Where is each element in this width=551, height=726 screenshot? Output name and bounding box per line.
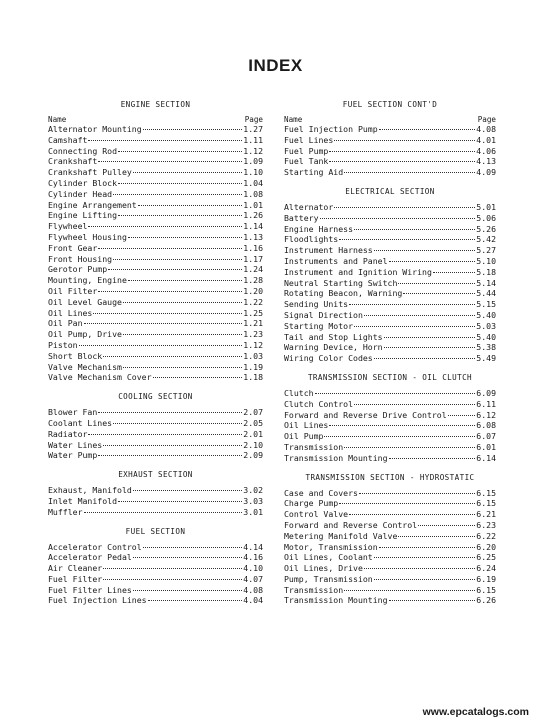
- entry-page: 3.03: [243, 495, 263, 506]
- entry-name: Forward and Reverse Drive Control: [284, 409, 447, 420]
- section-title: TRANSMISSION SECTION - OIL CLUTCH: [307, 372, 473, 382]
- entry-page: 1.17: [243, 253, 263, 264]
- entry-name: Wiring Color Codes: [284, 353, 373, 364]
- entry-page: 6.20: [476, 541, 496, 552]
- entry-name: Oil Lines, Coolant: [284, 552, 373, 563]
- entry-name: Camshaft: [48, 134, 88, 145]
- leader-dots: [103, 572, 242, 580]
- section-title: ELECTRICAL SECTION: [345, 186, 435, 196]
- leader-dots: [433, 265, 475, 273]
- entry-page: 6.09: [476, 387, 496, 398]
- entry-name: Clutch: [284, 387, 314, 398]
- leader-dots: [143, 122, 243, 130]
- index-entry: [48, 372, 263, 383]
- leader-dots: [374, 572, 476, 580]
- entry-page: 1.24: [243, 264, 263, 275]
- entry-name: Fuel Filter Lines: [48, 584, 132, 595]
- entry-name: Blower Fan: [48, 407, 98, 418]
- entry-name: Oil Pan: [48, 318, 83, 329]
- entry-page: 3.01: [243, 506, 263, 517]
- leader-dots: [329, 154, 475, 162]
- entry-page: 6.21: [476, 509, 496, 520]
- entry-name: Instrument and Ignition Wiring: [284, 266, 432, 277]
- leader-dots: [113, 187, 242, 195]
- entry-page: 5.03: [476, 320, 496, 331]
- leader-dots: [98, 448, 242, 456]
- entry-name: Muffler: [48, 506, 83, 517]
- entry-name: Engine Lifting: [48, 210, 118, 221]
- entry-page: 5.38: [476, 342, 496, 353]
- entry-name: Fuel Injection Lines: [48, 595, 147, 606]
- leader-dots: [364, 561, 475, 569]
- index-entry: [48, 507, 263, 518]
- header-name: Name: [48, 115, 67, 124]
- entry-page: 5.40: [476, 309, 496, 320]
- entry-page: 1.25: [243, 307, 263, 318]
- index-section: [48, 470, 263, 517]
- entry-page: 1.21: [243, 318, 263, 329]
- entry-name: Transmission Mounting: [284, 595, 388, 606]
- entry-name: Warning Device, Horn: [284, 342, 383, 353]
- entry-name: Battery: [284, 212, 319, 223]
- entry-name: Case and Covers: [284, 487, 358, 498]
- entry-name: Coolant Lines: [48, 417, 113, 428]
- entry-name: Engine Harness: [284, 223, 354, 234]
- entry-name: Oil Pump, Drive: [48, 329, 122, 340]
- entry-page: 2.05: [243, 417, 263, 428]
- entry-page: 1.04: [243, 177, 263, 188]
- entry-page: 6.23: [476, 519, 496, 530]
- entry-page: 2.07: [243, 407, 263, 418]
- leader-dots: [88, 219, 242, 227]
- index-entry: [48, 450, 263, 461]
- index-column-left: [48, 96, 263, 615]
- entry-name: Sending Units: [284, 299, 349, 310]
- entry-name: Clutch Control: [284, 398, 354, 409]
- entry-page: 5.27: [476, 245, 496, 256]
- leader-dots: [384, 340, 476, 348]
- entry-page: 1.28: [243, 275, 263, 286]
- entry-name: Accelerator Control: [48, 541, 142, 552]
- leader-dots: [384, 330, 476, 338]
- leader-dots: [398, 529, 475, 537]
- entry-page: 6.15: [476, 498, 496, 509]
- entry-page: 6.19: [476, 573, 496, 584]
- entry-page: 4.10: [243, 563, 263, 574]
- entry-name: Crankshaft Pulley: [48, 167, 132, 178]
- leader-dots: [84, 316, 243, 324]
- leader-dots: [329, 144, 475, 152]
- index-entry: [284, 167, 496, 178]
- entry-name: Metering Manifold Valve: [284, 530, 398, 541]
- entry-name: Connecting Rod: [48, 145, 118, 156]
- entry-page: 4.09: [476, 167, 496, 178]
- leader-dots: [98, 284, 242, 292]
- entry-page: 1.27: [243, 124, 263, 134]
- entry-page: 1.12: [243, 339, 263, 350]
- entry-name: Valve Mechanism: [48, 361, 122, 372]
- leader-dots: [349, 507, 475, 515]
- entry-name: Motor, Transmission: [284, 541, 378, 552]
- entry-name: Control Valve: [284, 509, 349, 520]
- leader-dots: [418, 518, 475, 526]
- leader-dots: [118, 208, 242, 216]
- leader-dots: [339, 232, 475, 240]
- entry-page: 5.18: [476, 266, 496, 277]
- leader-dots: [329, 418, 475, 426]
- entry-name: Oil Pump: [284, 431, 324, 442]
- leader-dots: [118, 144, 242, 152]
- leader-dots: [108, 262, 242, 270]
- entry-name: Cylinder Head: [48, 188, 113, 199]
- entry-page: 2.09: [243, 450, 263, 461]
- section-title: TRANSMISSION SECTION - HYDROSTATIC: [305, 472, 475, 482]
- leader-dots: [148, 593, 243, 601]
- entry-page: 1.11: [243, 134, 263, 145]
- leader-dots: [334, 133, 475, 141]
- entry-page: 1.14: [243, 221, 263, 232]
- index-entry: [284, 595, 496, 606]
- section-title: FUEL SECTION CONT'D: [342, 100, 438, 109]
- entry-page: 6.26: [476, 595, 496, 606]
- entry-page: 4.01: [476, 134, 496, 145]
- entry-page: 5.06: [476, 212, 496, 223]
- entry-page: 6.01: [476, 441, 496, 452]
- entry-page: 6.07: [476, 431, 496, 442]
- entry-name: Fuel Pump: [284, 145, 329, 156]
- entry-page: 1.16: [243, 242, 263, 253]
- entry-name: Alternator Mounting: [48, 124, 142, 134]
- entry-name: Floodlights: [284, 234, 339, 245]
- entry-page: 5.42: [476, 234, 496, 245]
- leader-dots: [123, 327, 242, 335]
- entry-page: 1.03: [243, 350, 263, 361]
- leader-dots: [403, 286, 475, 294]
- entry-name: Crankshaft: [48, 156, 98, 167]
- leader-dots: [389, 254, 476, 262]
- entry-name: Flywheel Housing: [48, 231, 127, 242]
- entry-name: Starting Motor: [284, 320, 354, 331]
- entry-page: 5.15: [476, 299, 496, 310]
- leader-dots: [344, 440, 475, 448]
- index-section: [284, 187, 496, 364]
- leader-dots: [143, 540, 243, 548]
- entry-page: 1.26: [243, 210, 263, 221]
- leader-dots: [364, 308, 475, 316]
- entry-name: Fuel Injection Pump: [284, 124, 378, 134]
- entry-page: 5.44: [476, 288, 496, 299]
- entry-page: 4.04: [243, 595, 263, 606]
- watermark-url: www.epcatalogs.com: [422, 706, 529, 718]
- leader-dots: [354, 397, 475, 405]
- entry-name: Fuel Lines: [284, 134, 334, 145]
- entry-page: 1.01: [243, 199, 263, 210]
- leader-dots: [354, 319, 475, 327]
- leader-dots: [359, 486, 475, 494]
- section-title: FUEL SECTION: [125, 526, 186, 536]
- leader-dots: [339, 496, 475, 504]
- entry-name: Tail and Stop Lights: [284, 331, 383, 342]
- leader-dots: [93, 306, 242, 314]
- leader-dots: [118, 494, 242, 502]
- leader-dots: [138, 198, 243, 206]
- entry-page: 1.18: [243, 372, 263, 383]
- leader-dots: [349, 297, 475, 305]
- leader-dots: [118, 176, 242, 184]
- entry-name: Transmission: [284, 441, 344, 452]
- section-title: EXHAUST SECTION: [118, 470, 193, 480]
- leader-dots: [113, 416, 242, 424]
- section-title: ENGINE SECTION: [120, 100, 191, 109]
- leader-dots: [133, 583, 242, 591]
- entry-page: 1.13: [243, 231, 263, 242]
- leader-dots: [98, 154, 242, 162]
- leader-dots: [374, 550, 476, 558]
- header-page: Page: [477, 115, 496, 124]
- entry-page: 2.01: [243, 428, 263, 439]
- entry-page: 4.14: [243, 541, 263, 552]
- entry-name: Starting Aid: [284, 167, 344, 178]
- entry-name: Oil Lines, Drive: [284, 563, 363, 574]
- entry-page: 1.09: [243, 156, 263, 167]
- entry-name: Instruments and Panel: [284, 255, 388, 266]
- leader-dots: [344, 165, 475, 173]
- entry-name: Cylinder Block: [48, 177, 118, 188]
- entry-name: Transmission Mounting: [284, 452, 388, 463]
- entry-page: 4.08: [476, 124, 496, 134]
- entry-page: 5.01: [476, 201, 496, 212]
- entry-name: Pump, Transmission: [284, 573, 373, 584]
- entry-name: Engine Arrangement: [48, 199, 137, 210]
- entry-page: 4.07: [243, 573, 263, 584]
- leader-dots: [103, 438, 242, 446]
- entry-name: Valve Mechanism Cover: [48, 372, 152, 383]
- header-page: Page: [244, 115, 263, 124]
- entry-page: 6.14: [476, 452, 496, 463]
- index-entry: [284, 453, 496, 464]
- entry-name: Air Cleaner: [48, 563, 103, 574]
- entry-name: Charge Pump: [284, 498, 339, 509]
- entry-name: Piston: [48, 339, 78, 350]
- entry-name: Water Pump: [48, 450, 98, 461]
- entry-name: Oil Filter: [48, 285, 98, 296]
- leader-dots: [398, 276, 475, 284]
- index-section: [284, 373, 496, 464]
- entry-name: Accelerator Pedal: [48, 552, 132, 563]
- leader-dots: [379, 540, 476, 548]
- index-section: [48, 100, 263, 383]
- leader-dots: [123, 360, 242, 368]
- leader-dots: [88, 427, 242, 435]
- leader-dots: [133, 550, 242, 558]
- leader-dots: [98, 241, 242, 249]
- leader-dots: [389, 593, 476, 601]
- leader-dots: [98, 405, 242, 413]
- entry-page: 1.23: [243, 329, 263, 340]
- leader-dots: [448, 408, 476, 416]
- leader-dots: [84, 505, 243, 513]
- index-section: [284, 100, 496, 178]
- leader-dots: [320, 211, 476, 219]
- entry-page: 3.02: [243, 485, 263, 496]
- entry-page: 4.06: [476, 145, 496, 156]
- entry-name: Radiator: [48, 428, 88, 439]
- entry-name: Front Housing: [48, 253, 113, 264]
- index-entry: [284, 353, 496, 364]
- entry-name: Mounting, Engine: [48, 275, 127, 286]
- entry-page: 4.13: [476, 156, 496, 167]
- entry-name: Neutral Starting Switch: [284, 277, 398, 288]
- leader-dots: [123, 295, 242, 303]
- leader-dots: [344, 583, 475, 591]
- page-title: INDEX: [248, 56, 303, 75]
- index-section: [48, 527, 263, 607]
- entry-page: 5.14: [476, 277, 496, 288]
- header-name: Name: [284, 115, 303, 124]
- entry-page: 1.12: [243, 145, 263, 156]
- leader-dots: [103, 349, 242, 357]
- leader-dots: [103, 561, 242, 569]
- entry-page: 6.11: [476, 398, 496, 409]
- leader-dots: [324, 429, 475, 437]
- leader-dots: [133, 165, 242, 173]
- entry-name: Alternator: [284, 201, 334, 212]
- leader-dots: [389, 451, 476, 459]
- entry-page: 1.19: [243, 361, 263, 372]
- index-column-right: [284, 96, 496, 615]
- entry-name: Rotating Beacon, Warning: [284, 288, 403, 299]
- leader-dots: [79, 338, 243, 346]
- section-title: COOLING SECTION: [118, 392, 193, 402]
- leader-dots: [113, 252, 242, 260]
- entry-page: 5.40: [476, 331, 496, 342]
- entry-name: Oil Lines: [284, 420, 329, 431]
- entry-page: 6.15: [476, 487, 496, 498]
- entry-name: Signal Direction: [284, 309, 363, 320]
- leader-dots: [374, 351, 476, 359]
- entry-page: 2.10: [243, 439, 263, 450]
- entry-page: 5.49: [476, 353, 496, 364]
- entry-name: Forward and Reverse Control: [284, 519, 418, 530]
- leader-dots: [88, 133, 242, 141]
- entry-page: 5.10: [476, 255, 496, 266]
- entry-name: Water Lines: [48, 439, 103, 450]
- leader-dots: [128, 230, 242, 238]
- leader-dots: [133, 483, 242, 491]
- entry-name: Instrument Harness: [284, 245, 373, 256]
- entry-page: 5.26: [476, 223, 496, 234]
- entry-name: Inlet Manifold: [48, 495, 118, 506]
- entry-page: 4.16: [243, 552, 263, 563]
- entry-page: 6.12: [476, 409, 496, 420]
- entry-page: 6.15: [476, 584, 496, 595]
- entry-name: Front Gear: [48, 242, 98, 253]
- entry-name: Fuel Tank: [284, 156, 329, 167]
- entry-page: 6.25: [476, 552, 496, 563]
- leader-dots: [354, 222, 475, 230]
- index-entry: [48, 595, 263, 606]
- entry-name: Gerotor Pump: [48, 264, 108, 275]
- leader-dots: [374, 243, 476, 251]
- entry-page: 6.08: [476, 420, 496, 431]
- entry-page: 6.22: [476, 530, 496, 541]
- entry-name: Fuel Filter: [48, 573, 103, 584]
- entry-page: 1.22: [243, 296, 263, 307]
- entry-name: Flywheel: [48, 221, 88, 232]
- entry-name: Exhaust, Manifold: [48, 485, 132, 496]
- index-section: [284, 473, 496, 607]
- leader-dots: [128, 273, 242, 281]
- entry-page: 1.08: [243, 188, 263, 199]
- leader-dots: [334, 200, 475, 208]
- entry-name: Short Block: [48, 350, 103, 361]
- entry-page: 1.20: [243, 285, 263, 296]
- leader-dots: [153, 370, 243, 378]
- entry-page: 4.08: [243, 584, 263, 595]
- leader-dots: [315, 386, 476, 394]
- entry-page: 6.24: [476, 563, 496, 574]
- entry-name: Oil Level Gauge: [48, 296, 122, 307]
- entry-name: Oil Lines: [48, 307, 93, 318]
- index-section: [48, 392, 263, 461]
- entry-name: Transmission: [284, 584, 344, 595]
- entry-page: 1.10: [243, 167, 263, 178]
- leader-dots: [379, 122, 476, 130]
